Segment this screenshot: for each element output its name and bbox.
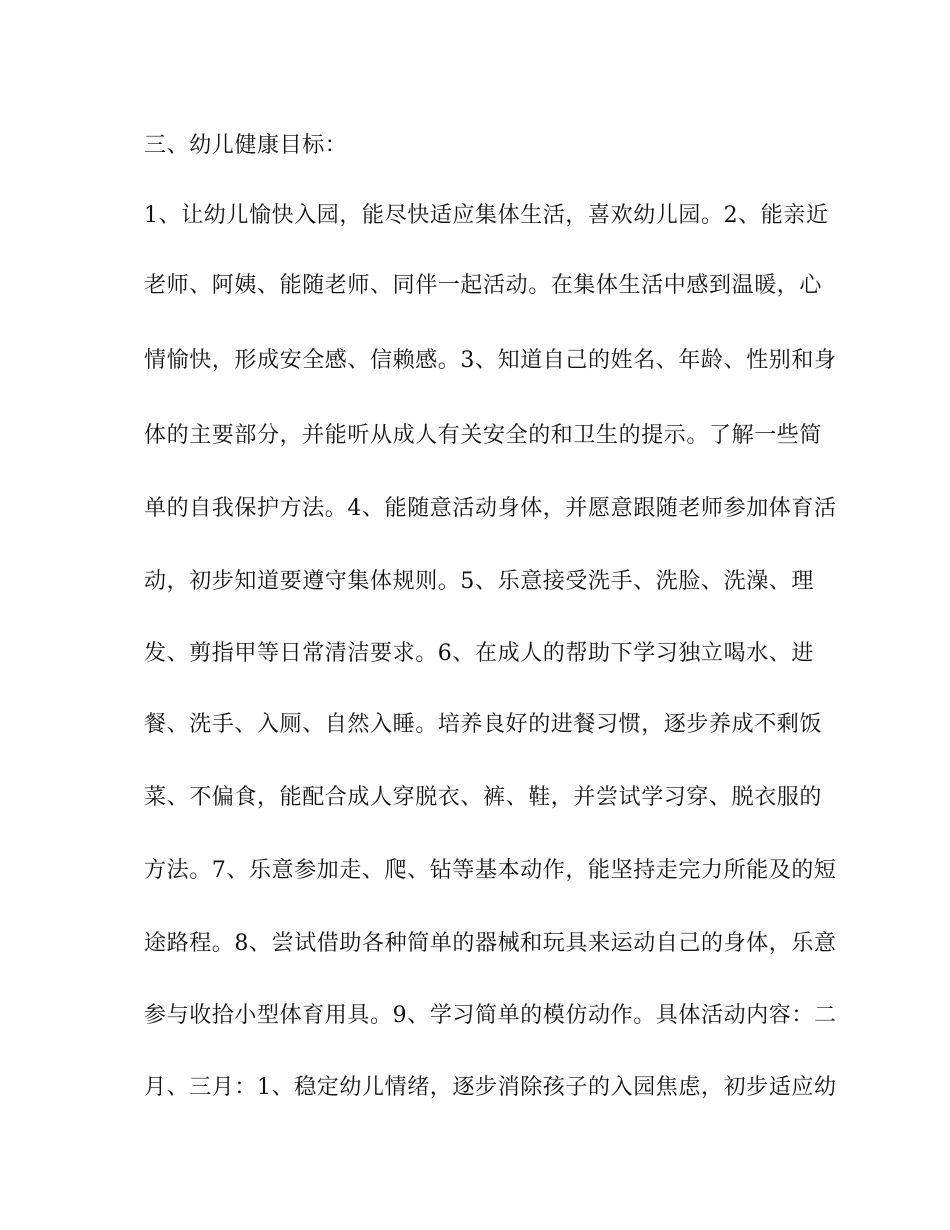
- text-line: 菜、不偏食，能配合成人穿脱衣、裤、鞋，并尝试学习穿、脱衣服的: [144, 785, 823, 810]
- text-line: 餐、洗手、入厕、自然入睡。培养良好的进餐习惯，逐步养成不剩饭: [144, 712, 823, 737]
- text-line: 老师、阿姨、能随老师、同伴一起活动。在集体生活中感到温暖，心: [144, 273, 823, 298]
- text-line: 途路程。8、尝试借助各种简单的器械和玩具来运动自己的身体，乐意: [144, 931, 837, 956]
- section-heading: 三、幼儿健康目标：: [144, 133, 348, 158]
- text-line: 体的主要部分，并能听从成人有关安全的和卫生的提示。了解一些简: [144, 423, 823, 448]
- text-line: 动，初步知道要遵守集体规则。5、乐意接受洗手、洗脸、洗澡、理: [144, 569, 814, 594]
- text-line: 方法。7、乐意参加走、爬、钻等基本动作，能坚持走完力所能及的短: [144, 858, 837, 883]
- text-line: 单的自我保护方法。4、能随意活动身体，并愿意跟随老师参加体育活: [144, 496, 837, 521]
- text-line: 情愉快，形成安全感、信赖感。3、知道自己的姓名、年龄、性别和身: [144, 348, 837, 373]
- text-line: 月、三月：1、稳定幼儿情绪，逐步消除孩子的入园焦虑，初步适应幼: [144, 1075, 837, 1100]
- text-line: 参与收拾小型体育用具。9、学习简单的模仿动作。具体活动内容：二: [144, 1003, 837, 1028]
- text-line: 1、让幼儿愉快入园，能尽快适应集体生活，喜欢幼儿园。2、能亲近: [144, 203, 829, 228]
- text-line: 发、剪指甲等日常清洁要求。6、在成人的帮助下学习独立喝水、进: [144, 641, 814, 666]
